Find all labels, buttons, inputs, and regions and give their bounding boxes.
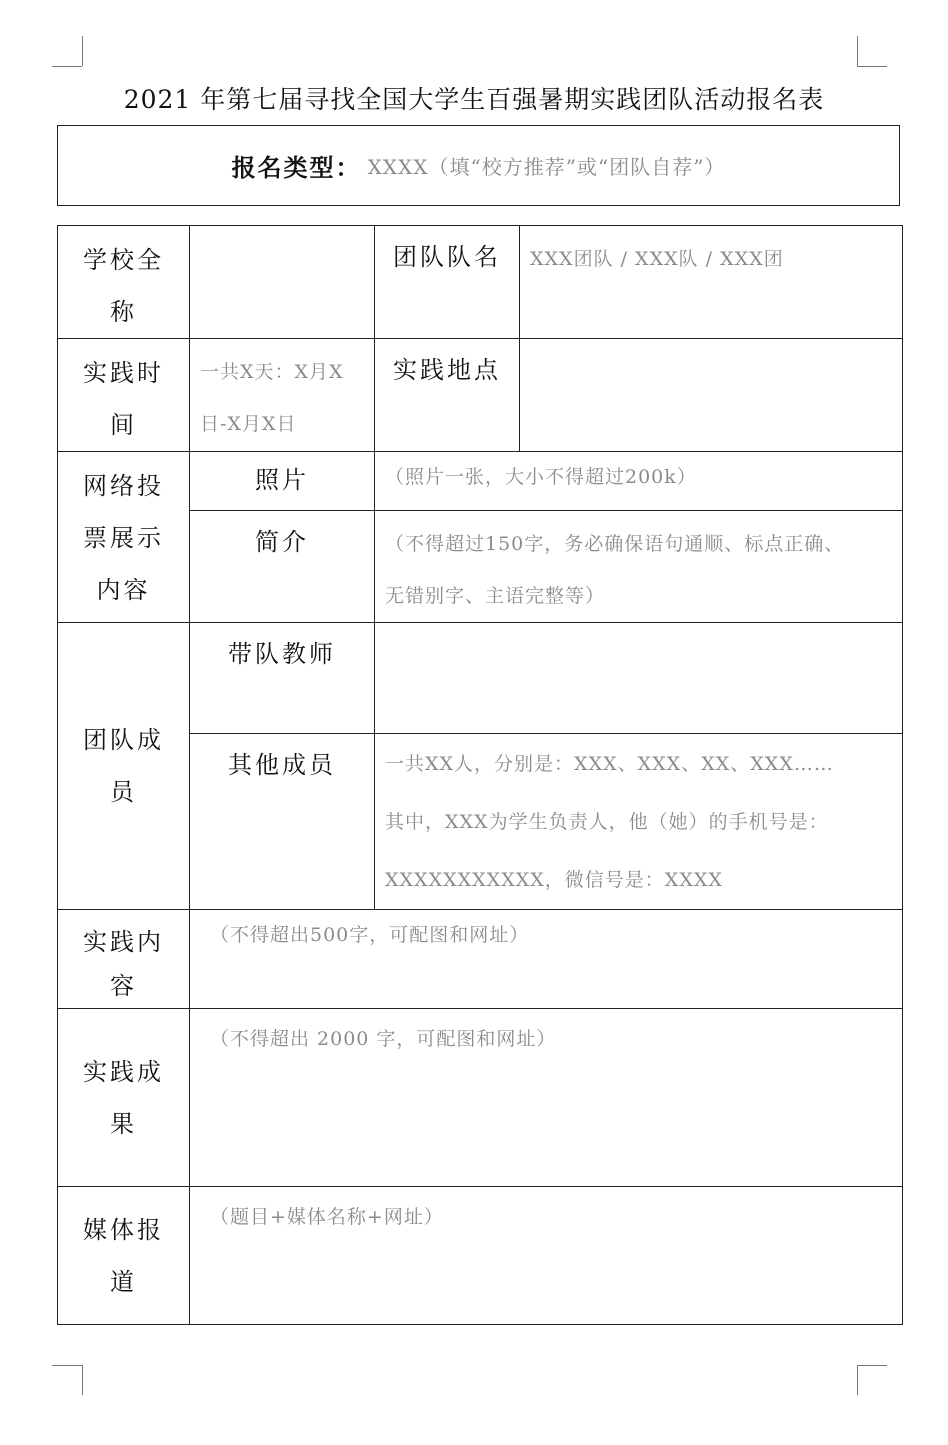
practice-location-label: 实践地点: [375, 339, 520, 452]
practice-results-label: 实践成 果: [58, 1009, 190, 1187]
practice-time-field[interactable]: 一共X天：X月X 日-X月X日: [190, 339, 375, 452]
photo-field[interactable]: （照片一张，大小不得超过200k）: [375, 452, 903, 511]
intro-label: 简介: [190, 511, 375, 623]
media-reports-field[interactable]: （题目+媒体名称+网址）: [190, 1187, 903, 1325]
practice-content-label: 实践内 容: [58, 910, 190, 1009]
other-members-label: 其他成员: [190, 734, 375, 910]
intro-field[interactable]: （不得超过150字，务必确保语句通顺、标点正确、 无错别字、主语完整等）: [375, 511, 903, 623]
page-title: 2021 年第七届寻找全国大学生百强暑期实践团队活动报名表: [123, 85, 825, 114]
team-name-label: 团队队名: [375, 226, 520, 339]
other-members-field[interactable]: 一共XX人，分别是：XXX、XXX、XX、XXX…… 其中，XXX为学生负责人，他（她）的手机号是： XXXXXXXXXXX，微信号是：XXXX: [375, 734, 903, 910]
photo-label: 照片: [190, 452, 375, 511]
team-members-label: 团队成 员: [58, 623, 190, 910]
registration-type-value[interactable]: XXXX（填“校方推荐”或“团队自荐”）: [367, 155, 726, 179]
practice-results-field[interactable]: （不得超出 2000 字，可配图和网址）: [190, 1009, 903, 1187]
registration-type-box[interactable]: [57, 125, 900, 206]
vote-display-label: 网络投 票展示 内容: [58, 452, 190, 623]
teacher-label: 带队教师: [190, 623, 375, 734]
teacher-field[interactable]: [375, 623, 903, 734]
registration-type-label: 报名类型：: [231, 153, 362, 182]
school-name-label: 学校全 称: [58, 226, 190, 339]
media-reports-label: 媒体报 道: [58, 1187, 190, 1325]
registration-form-table: [57, 225, 903, 1325]
school-name-field[interactable]: [190, 226, 375, 339]
practice-time-label: 实践时 间: [58, 339, 190, 452]
practice-content-field[interactable]: （不得超出500字，可配图和网址）: [190, 910, 903, 1009]
practice-location-field[interactable]: [520, 339, 903, 452]
team-name-field[interactable]: XXX团队 / XXX队 / XXX团: [520, 226, 903, 339]
